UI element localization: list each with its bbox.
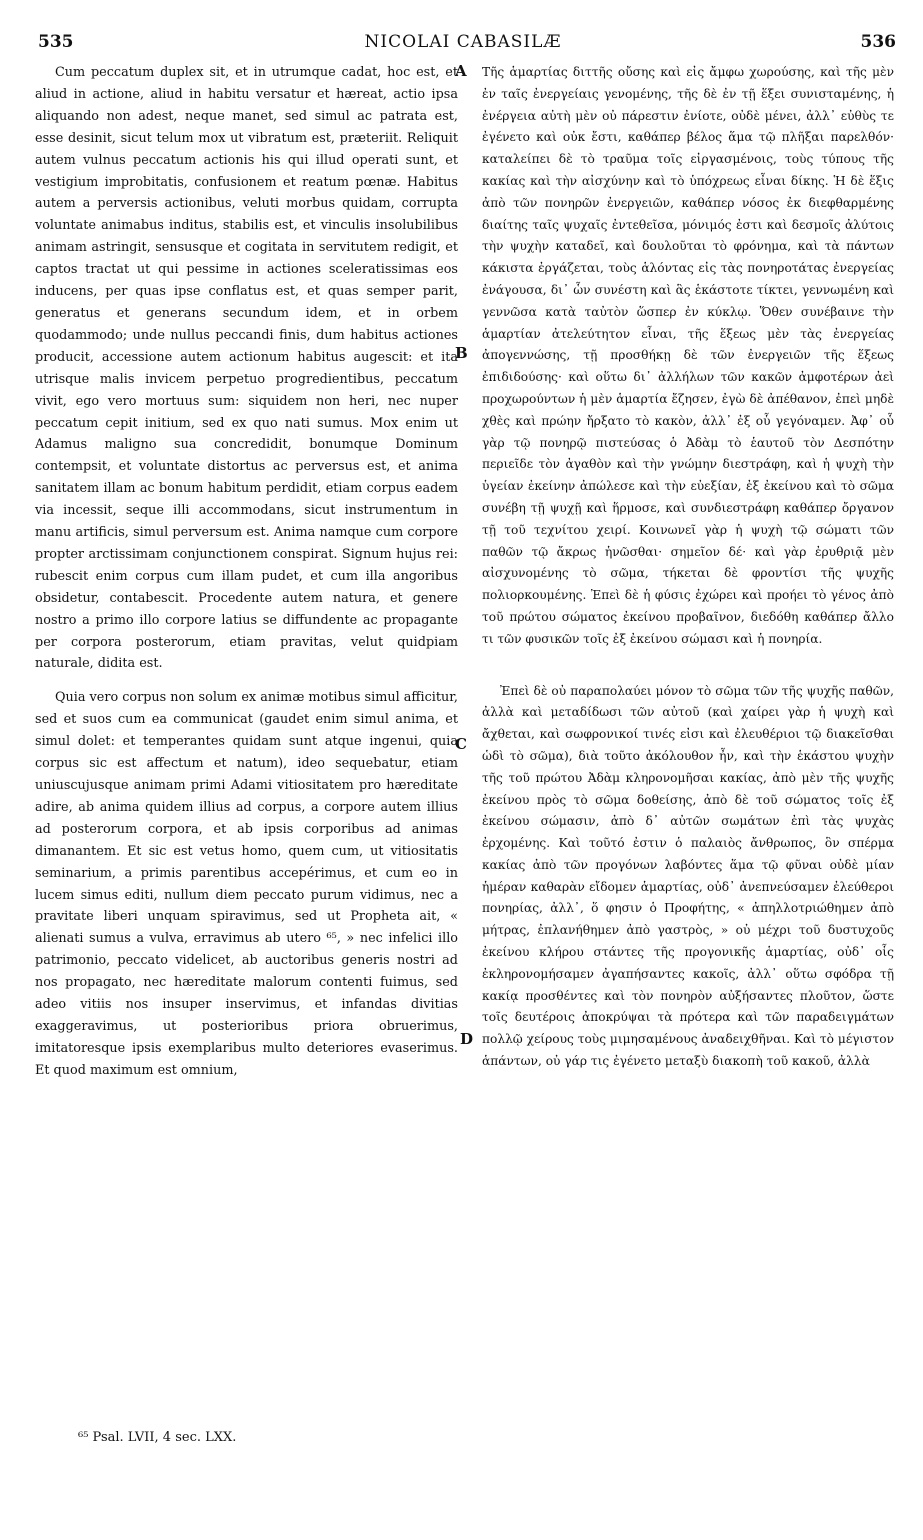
running-title: NICOLAI CABASILÆ <box>364 32 562 52</box>
margin-letter-d: D <box>460 1030 474 1048</box>
latin-paragraph-1: Cum peccatum duplex sit, et in utrumque cadat, hoc est, et aliud in actione, aliud in habitu versatur et hæreat, actio ipsa aliquando non adest, neque manet, sed simul ac patrata est, esse desinit, sicut telum mox ut vibratum est, præteriit. Reliquit autem vulnus peccatum actionis his qui illud operati sunt, et vestigium improbitatis, confusionem et reatum pœnæ. Habitus autem a perversis actionibus, veluti morbus quidam, corrupta voluntate animabus inditus, stabilis est, et vinculis insolubilibus animam astringit, sensusque et cogitata in servitutem redigit, et captos tractat ut qui pessime in actiones sceleratissimas eos inducens, per quas ipse conflatus est, et quas semper parit, generatus et generans secundum idem, et in orbem quodammodo; unde nullus peccandi finis, dum habitus actiones producit, accessione autem actionum habitus augescit: et ita utrisque malis invicem perpetuo progredientibus, peccatum vivit, ego vero mortuus sum: siquidem non heri, nec nuper peccatum cepit initium, sed ex quo nati sumus. Mox enim ut Adamus maligno sua concredidit, bonumque Dominum contempsit, et voluntate distortus ac perversus est, et anima sanitatem illam ac bonum habitum perdidit, etiam corpus eadem via incessit, seque illi accommodans, sicut instrumentum in manu artificis, simul perversum est. Anima namque cum corpore propter arctissimam conjunctionem conspirat. Signum hujus rei: rubescit enim corpus cum illam pudet, et cum illa angoribus obsidetur, contabescit. Procedente autem natura, et genere nostro a primo illo corpore latius se diffundente ac propagante per corpora posterorum, etiam pravitas, velut quidpiam naturale, didita est. <box>35 65 458 672</box>
page-number-left: 535 <box>38 32 74 52</box>
margin-letter-a: A <box>455 62 467 80</box>
page-number-right: 536 <box>860 32 896 52</box>
latin-paragraph-2: Quia vero corpus non solum ex animæ motibus simul afficitur, sed et suos cum ea communicat (gaudet enim simul anima, et simul dolet: et temperantes quidam sunt atque ingenui, quia corpus sic est affectum et natum), ideo sequebatur, etiam uniuscujusque animam primi Adami vitiositatem pro hæreditate adire, ab anima quidem illius ad corpus, a corpore autem illius ad posterorum corpora, et ab ipsis corporibus ad animas dimanantem. Et sic est vetus homo, quem cum, ut vitiositatis seminarium, a primis parentibus accepérimus, et cum eo in lucem simus editi, nullum diem peccato purum vidimus, nec a pravitate liberi unquam spiravimus, sed ut Propheta ait, « alienati sumus a vulva, erravimus ab utero ⁶⁵, » nec infelici illo patrimonio, peccato videlicet, ab auctoribus generis nostri ad nos propagato, nec hæreditate malorum contenti fuimus, sed adeo vitiis nos insuper inservimus, et infandas divitias exaggeravimus, ut posterioribus priora obruerimus, imitatoresque ipsis exemplaribus multo deteriores evaserimus. Et quod maximum est omnium, <box>35 690 458 1078</box>
greek-column <box>482 62 894 1073</box>
margin-letter-b: B <box>455 344 468 362</box>
margin-letter-c: C <box>455 735 467 753</box>
footnote: ⁶⁵ Psal. LVII, 4 sec. LXX. <box>78 1430 237 1445</box>
paragraph-spacer <box>35 675 458 687</box>
paragraph-spacer <box>482 651 894 681</box>
page-header <box>30 32 896 58</box>
greek-paragraph-1: Τῆς ἁμαρτίας διττῆς οὔσης καὶ εἰς ἄμφω χωρούσης, καὶ τῆς μὲν ἐν ταῖς ἐνεργείαις γενομένης, τῆς δὲ ἐν τῇ ἕξει συνισταμένης, ἡ ἐνέργεια αὐτὴ μὲν οὐ πάρεστιν ἐνίοτε, οὐδὲ μένει, ἀλλ᾽ εὐθὺς τε ἐγένετο καὶ οὐκ ἔστι, καθάπερ βέλος ἅμα τῷ πλῆξαι παρελθόν· καταλείπει δὲ τὸ τραῦμα τοῖς εἰργασμένοις, τοὺς τύπους τῆς κακίας καὶ τὴν αἰσχύνην καὶ τὸ ὑπόχρεως εἶναι δίκης. Ἡ δὲ ἕξις ἀπὸ τῶν πονηρῶν ἐνεργειῶν, καθάπερ νόσος ἐκ διεφθαρμένης διαίτης ταῖς ψυχαῖς ἐντεθεῖσα, μόνιμός ἐστι καὶ δεσμοῖς ἀλύτοις τὴν ψυχὴν καταδεῖ, καὶ δουλοῦται τὸ φρόνημα, καὶ τὰ πάντων κάκιστα ἐργάζεται, τοὺς ἁλόντας εἰς τὰς πονηροτάτας ἐνεργείας ἐνάγουσα, δι᾽ ὧν συνέστη καὶ ἃς ἑκάστοτε τίκτει, γεννωμένη καὶ γεννῶσα κατὰ ταὐτὸν ὥσπερ ἐν κύκλῳ. Ὅθεν συνέβαινε τὴν ἁμαρτίαν ἀτελεύτητον εἶναι, τῆς ἕξεως μὲν τὰς ἐνεργείας ἀπογεννώσης, τῇ προσθήκῃ δὲ τῶν ἐνεργειῶν τῆς ἕξεως ἐπιδιδούσης· καὶ οὕτω δι᾽ ἀλλήλων τῶν κακῶν ἀμφοτέρων ἀεὶ προχωρούντων ἡ μὲν ἁμαρτία ἔζησεν, ἐγὼ δὲ ἀπέθανον, ἐπεὶ μηδὲ χθὲς καὶ πρώην ἤρξατο τὸ κακὸν, ἀλλ᾽ ἐξ οὗ γεγόναμεν. Ἀφ᾽ οὗ γὰρ τῷ πονηρῷ πιστεύσας ὁ Ἀδὰμ τὸ ἑαυτοῦ τὸν Δεσπότην περιεῖδε τὸν ἀγαθὸν καὶ τὴν γνώμην διεστράφη, καὶ ἡ ψυχὴ τὴν ὑγείαν ἐκείνην ἀπώλεσε καὶ τὴν εὐεξίαν, ἐξ ἐκείνου καὶ τὸ σῶμα συνέβη τῇ ψυχῇ καὶ ἥρμοσε, καὶ συνδιεστράφη καθάπερ ὄργανον τῇ τοῦ τεχνίτου χειρί. Κοινωνεῖ γὰρ ἡ ψυχὴ τῷ σώματι τῶν παθῶν τῷ ἄκρως ἡνῶσθαι· σημεῖον δέ· καὶ γὰρ ἐρυθριᾷ μὲν αἰσχυνομένης τὸ σῶμα, τήκεται δὲ φροντίσι τῆς ψυχῆς πολιορκουμένης. Ἐπεὶ δὲ ἡ φύσις ἐχώρει καὶ προήει τὸ γένος ἀπὸ τοῦ πρώτου σώματος ἐκείνου προβαῖνον, διεδόθη καθάπερ ἄλλο τι τῶν φυσικῶν τοῖς ἐξ ἐκείνου σώμασι καὶ ἡ πονηρία. <box>482 65 894 646</box>
greek-paragraph-2: Ἐπεὶ δὲ οὐ παραπολαύει μόνον τὸ σῶμα τῶν τῆς ψυχῆς παθῶν, ἀλλὰ καὶ μεταδίδωσι τῶν αὐτοῦ (καὶ χαίρει γὰρ ἡ ψυχὴ καὶ ἄχθεται, καὶ σωφρονικοί τινές εἰσι καὶ ἐλευθέριοι τῷ διακεῖσθαι ὡδὶ τὸ σῶμα), διὰ τοῦτο ἀκόλουθον ἦν, καὶ τὴν ἑκάστου ψυχὴν τῆς τοῦ πρώτου Ἀδὰμ κληρονομῆσαι κακίας, ἀπὸ μὲν τῆς ψυχῆς ἐκείνου πρὸς τὸ σῶμα δοθείσης, ἀπὸ δὲ τοῦ σώματος τοῖς ἐξ ἐκείνου σώμασιν, ἀπὸ δ᾽ αὐτῶν σωμάτων ἐπὶ τὰς ψυχὰς ἐρχομένης. Καὶ τοῦτό ἐστιν ὁ παλαιὸς ἄνθρωπος, ὃν σπέρμα κακίας ἀπὸ τῶν προγόνων λαβόντες ἅμα τῷ φῦναι οὐδὲ μίαν ἡμέραν καθαρὰν εἴδομεν ἁμαρτίας, οὐδ᾽ ἀνεπνεύσαμεν ἐλεύθεροι πονηρίας, ἀλλ᾽, ὅ φησιν ὁ Προφήτης, « ἀπηλλοτριώθημεν ἀπὸ μήτρας, ἐπλανήθημεν ἀπὸ γαστρὸς, » οὐ μέχρι τοῦ δυστυχοῦς ἐκείνου κλήρου στάντες τῆς προγονικῆς ἁμαρτίας, οὐδ᾽ οἷς ἐκληρονομήσαμεν ἀγαπήσαντες κακοῖς, ἀλλ᾽ οὕτω σφόδρα τῇ κακίᾳ προσθέντες καὶ τὸν πονηρὸν αὐξήσαντες πλοῦτον, ὥστε τοῖς δευτέροις ἀποκρύψαι τὰ πρότερα καὶ τῶν παραδειγμάτων πολλῷ χείρους τοὺς μιμησαμένους ἀναδειχθῆναι. Καὶ τὸ μέγιστον ἁπάντων, οὐ γάρ τις ἐγένετο μεταξὺ διακοπὴ τοῦ κακοῦ, ἀλλὰ <box>482 683 894 1069</box>
latin-column <box>35 62 458 1082</box>
